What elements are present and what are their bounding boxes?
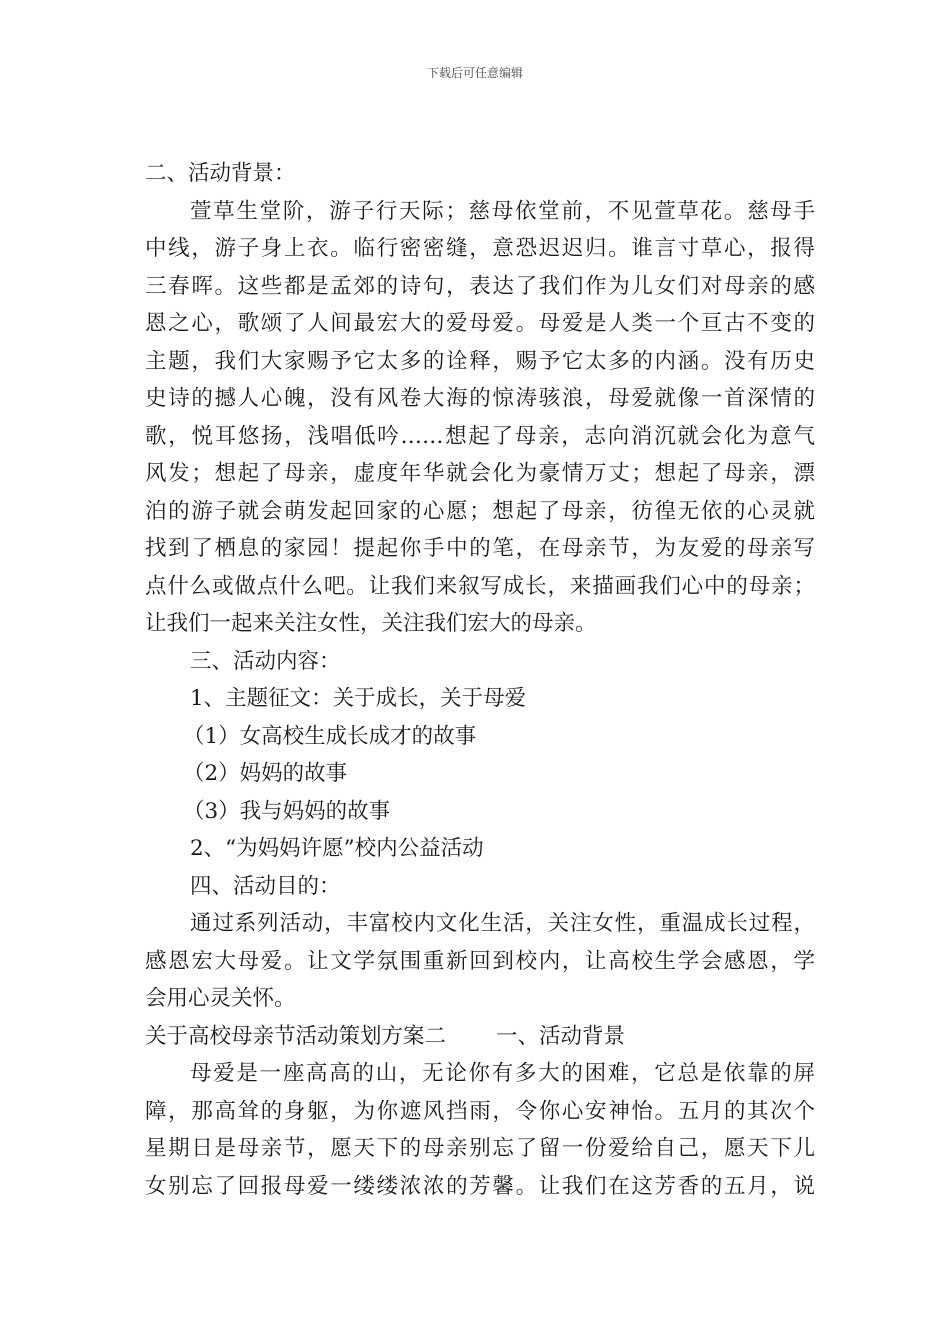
paragraph-line: 会用心灵关怀。 (145, 986, 296, 1011)
paragraph-line: 歌，悦耳悠扬，浅唱低吟……想起了母亲，志向消沉就会化为意气 (145, 423, 815, 449)
plan2-section-heading: 一、活动背景 (496, 1023, 626, 1049)
paragraph-line: 让我们一起来关注女性，关注我们宏大的母亲。 (145, 611, 597, 636)
list-item: 2、“为妈妈许愿”校内公益活动 (190, 836, 484, 861)
paragraph-line: 萱草生堂阶，游子行天际；慈母依堂前，不见萱草花。慈母手 (190, 198, 815, 224)
plan2-title: 关于高校母亲节活动策划方案二 (145, 1023, 447, 1049)
paragraph-line: 感恩宏大母爱。让文学氛围重新回到校内，让高校生学会感恩，学 (145, 948, 815, 974)
paragraph-line: 找到了栖息的家园！提起你手中的笔，在母亲节，为友爱的母亲写 (145, 536, 815, 561)
list-item: 1、主题征文：关于成长，关于母爱 (190, 686, 527, 711)
paragraph-line: 障，那高耸的身躯，为你遮风挡雨，令你心安神怡。五月的其次个 (145, 1098, 815, 1124)
paragraph-line: 点什么或做点什么吧。让我们来叙写成长，来描画我们心中的母亲； (145, 573, 815, 599)
plan2-title-line (145, 1018, 815, 1056)
paragraph-line: 主题，我们大家赐予它太多的诠释，赐予它太多的内涵。没有历史 (145, 348, 815, 374)
paragraph-line: 通过系列活动，丰富校内文化生活，关注女性，重温成长过程， (190, 911, 815, 936)
page-header: 下载后可任意编辑 (426, 66, 523, 80)
paragraph-line: 三春晖。这些都是孟郊的诗句，表达了我们作为儿女们对母亲的感 (145, 273, 815, 299)
paragraph-line: 女别忘了回报母爱一缕缕浓浓的芳馨。让我们在这芳香的五月，说 (145, 1173, 815, 1199)
paragraph-line: 史诗的撼人心魄，没有风卷大海的惊涛骇浪，母爱就像一首深情的 (145, 386, 815, 411)
section-heading-content: 三、活动内容： (190, 648, 341, 674)
document-body (145, 155, 815, 1205)
section-heading-purpose: 四、活动目的： (190, 873, 341, 899)
paragraph-line: 风发；想起了母亲，虚度年华就会化为豪情万丈；想起了母亲，漂 (145, 461, 815, 486)
paragraph-line: 恩之心，歌颂了人间最宏大的爱母爱。母爱是人类一个亘古不变的 (145, 311, 815, 336)
paragraph-line: 星期日是母亲节，愿天下的母亲别忘了留一份爱给自己，愿天下儿 (145, 1136, 815, 1161)
section-heading-background: 二、活动背景： (145, 161, 296, 186)
paragraph-line: 泊的游子就会萌发起回家的心愿；想起了母亲，彷徨无依的心灵就 (145, 498, 815, 524)
sub-list-item: （2）妈妈的故事 (183, 761, 348, 786)
sub-list-item: （3）我与妈妈的故事 (183, 798, 391, 824)
sub-list-item: （1）女高校生成长成才的故事 (183, 723, 477, 749)
paragraph-line: 中线，游子身上衣。临行密密缝，意恐迟迟归。谁言寸草心，报得 (145, 236, 815, 261)
paragraph-line: 母爱是一座高高的山，无论你有多大的困难，它总是依靠的屏 (190, 1061, 815, 1086)
